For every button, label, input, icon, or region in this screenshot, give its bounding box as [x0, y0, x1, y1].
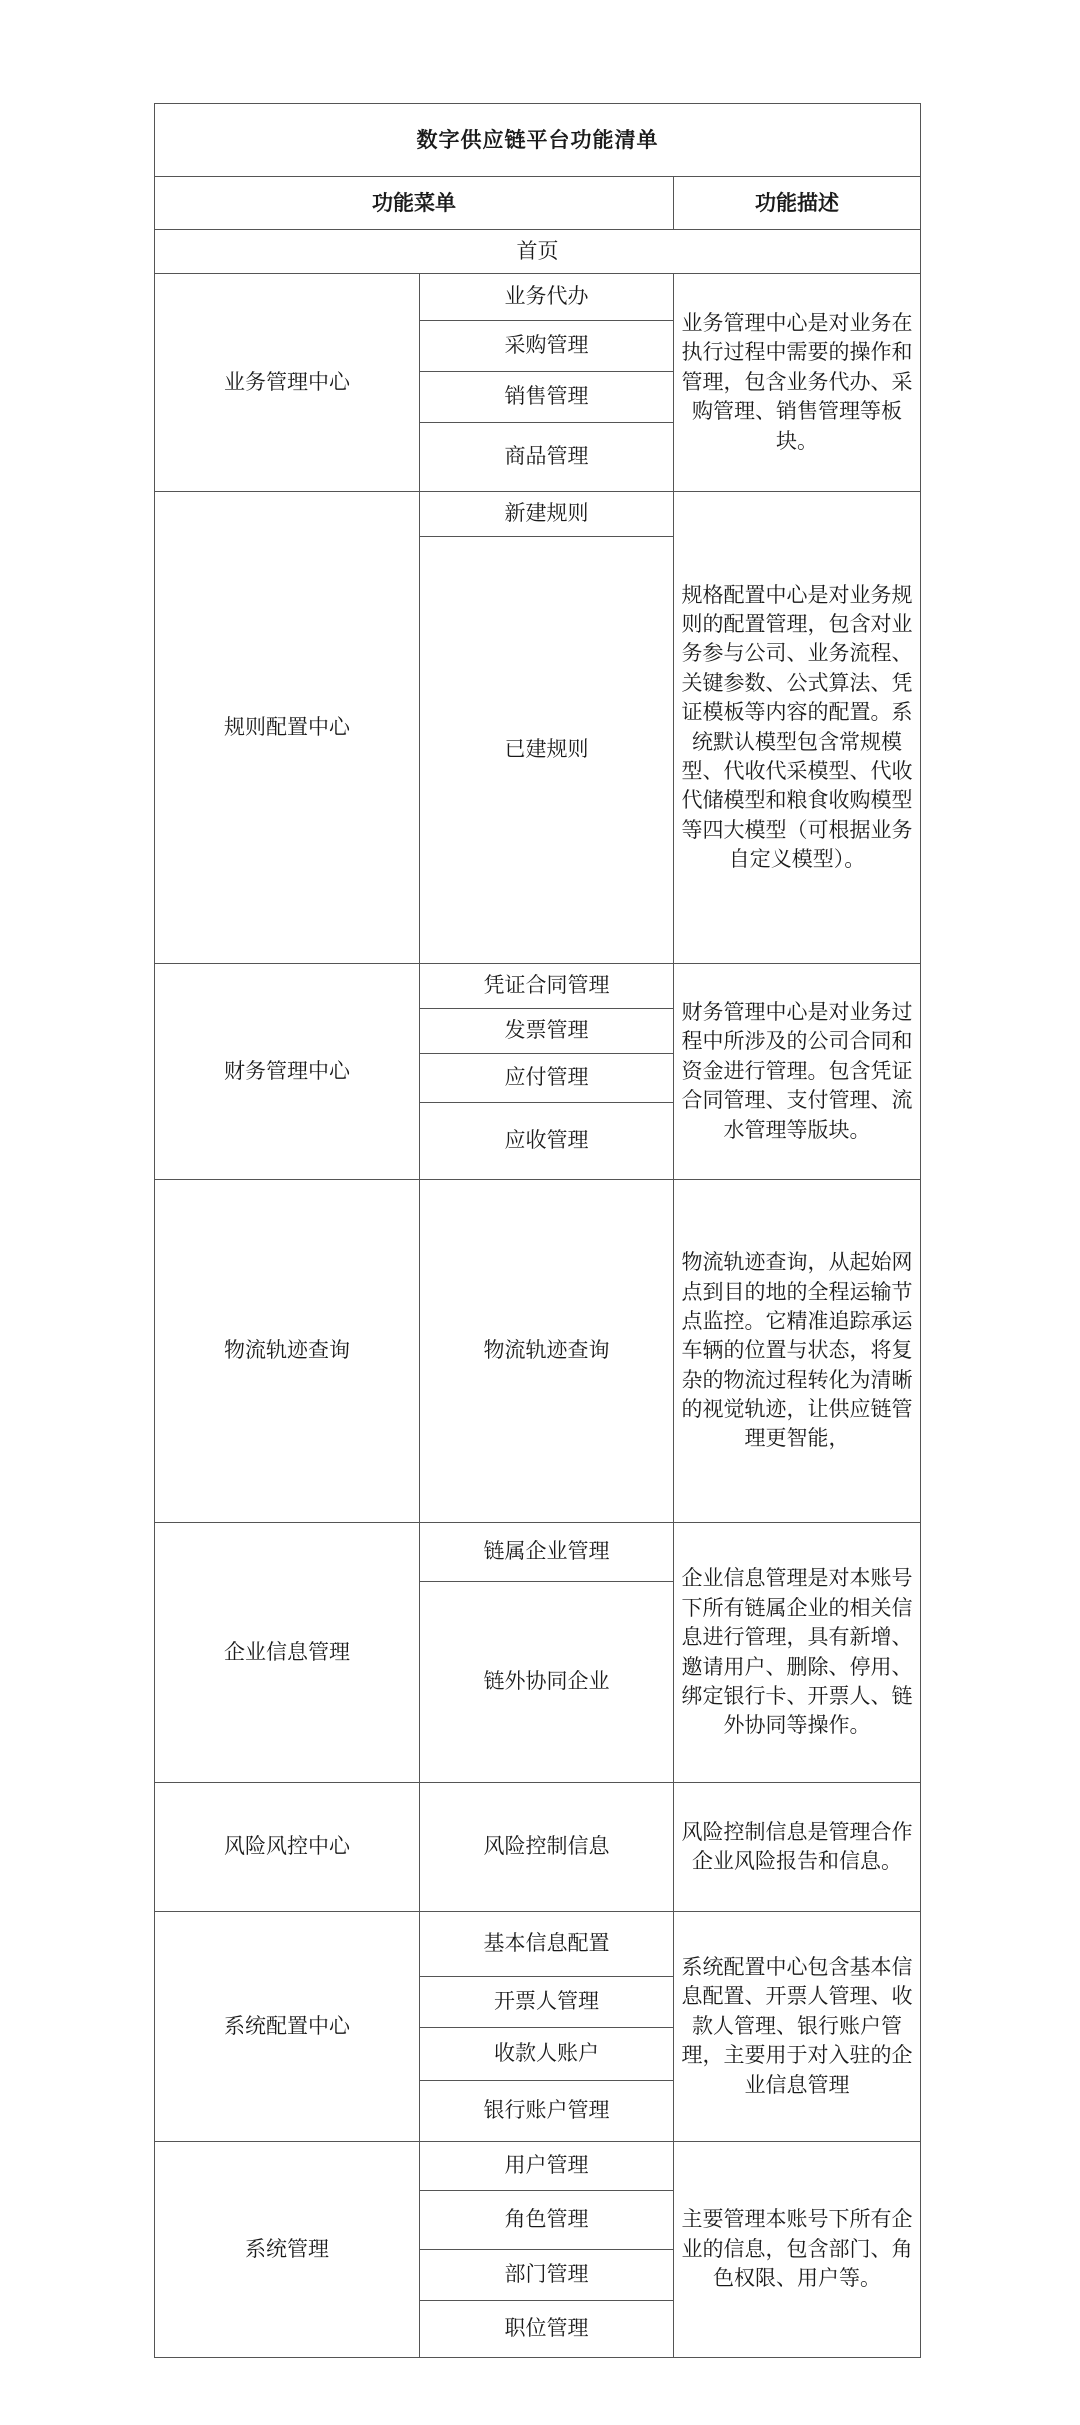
submenu-item: 风险控制信息: [420, 1783, 674, 1912]
function-list-table: [154, 103, 921, 2358]
section-desc: 物流轨迹查询，从起始网点到目的地的全程运输节点监控。它精准追踪承运车辆的位置与状态，将复杂的物流过程转化为清晰的视觉轨迹，让供应链管理更智能，: [674, 1180, 921, 1523]
table-row: [155, 2142, 921, 2191]
submenu-item: 商品管理: [420, 423, 674, 492]
submenu-item: 收款人账户: [420, 2028, 674, 2081]
header-desc: 功能描述: [674, 177, 921, 230]
table-row: [155, 964, 921, 1009]
submenu-item: 业务代办: [420, 274, 674, 321]
section-name: 系统管理: [155, 2142, 420, 2358]
table-row: [155, 492, 921, 537]
submenu-item: 链属企业管理: [420, 1523, 674, 1582]
submenu-item: 物流轨迹查询: [420, 1180, 674, 1523]
submenu-item: 凭证合同管理: [420, 964, 674, 1009]
section-desc: 财务管理中心是对业务过程中所涉及的公司合同和资金进行管理。包含凭证合同管理、支付管理、流水管理等版块。: [674, 964, 921, 1180]
submenu-item: 新建规则: [420, 492, 674, 537]
submenu-item: 应付管理: [420, 1054, 674, 1103]
section-desc: 风险控制信息是管理合作企业风险报告和信息。: [674, 1783, 921, 1912]
section-name: 物流轨迹查询: [155, 1180, 420, 1523]
section-name: 业务管理中心: [155, 274, 420, 492]
submenu-item: 应收管理: [420, 1103, 674, 1180]
title-row: [155, 104, 921, 177]
submenu-item: 采购管理: [420, 321, 674, 372]
section-name: 风险风控中心: [155, 1783, 420, 1912]
home-row: [155, 230, 921, 274]
table-row: [155, 274, 921, 321]
table-row: [155, 1783, 921, 1912]
section-name: 系统配置中心: [155, 1912, 420, 2142]
section-desc: 业务管理中心是对业务在执行过程中需要的操作和管理，包含业务代办、采购管理、销售管理等板块。: [674, 274, 921, 492]
submenu-item: 已建规则: [420, 537, 674, 964]
header-row: [155, 177, 921, 230]
section-name: 财务管理中心: [155, 964, 420, 1180]
submenu-item: 开票人管理: [420, 1977, 674, 2028]
submenu-item: 职位管理: [420, 2301, 674, 2358]
table-row: [155, 1912, 921, 1977]
submenu-item: 用户管理: [420, 2142, 674, 2191]
table-row: [155, 1180, 921, 1523]
section-desc: 系统配置中心包含基本信息配置、开票人管理、收款人管理、银行账户管理，主要用于对入驻的企业信息管理: [674, 1912, 921, 2142]
home-cell: 首页: [155, 230, 921, 274]
submenu-item: 银行账户管理: [420, 2081, 674, 2142]
submenu-item: 发票管理: [420, 1009, 674, 1054]
submenu-item: 销售管理: [420, 372, 674, 423]
section-desc: 规格配置中心是对业务规则的配置管理，包含对业务参与公司、业务流程、关键参数、公式算法、凭证模板等内容的配置。系统默认模型包含常规模型、代收代采模型、代收代储模型和粮食收购模型等四大模型（可根据业务自定义模型）。: [674, 492, 921, 964]
submenu-item: 角色管理: [420, 2191, 674, 2250]
section-desc: 企业信息管理是对本账号下所有链属企业的相关信息进行管理，具有新增、邀请用户、删除、停用、绑定银行卡、开票人、链外协同等操作。: [674, 1523, 921, 1783]
submenu-item: 链外协同企业: [420, 1582, 674, 1783]
submenu-item: 基本信息配置: [420, 1912, 674, 1977]
header-menu: 功能菜单: [155, 177, 674, 230]
section-name: 企业信息管理: [155, 1523, 420, 1783]
table-row: [155, 1523, 921, 1582]
section-name: 规则配置中心: [155, 492, 420, 964]
submenu-item: 部门管理: [420, 2250, 674, 2301]
table-title: 数字供应链平台功能清单: [155, 104, 921, 177]
section-desc: 主要管理本账号下所有企业的信息，包含部门、角色权限、用户等。: [674, 2142, 921, 2358]
